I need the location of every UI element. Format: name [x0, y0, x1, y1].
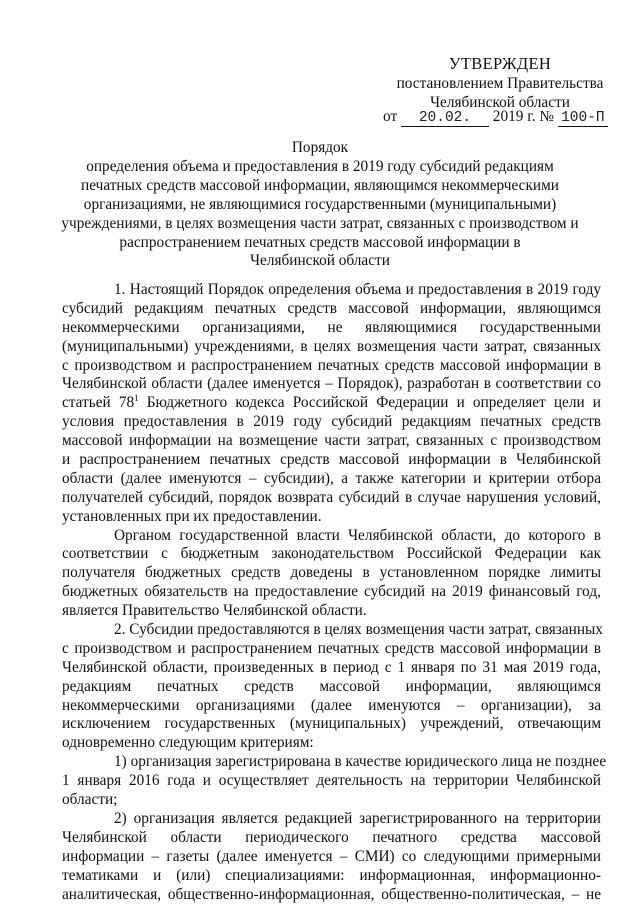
- body-line: некоммерческими организациями (далее именуются – организации), за: [62, 696, 601, 714]
- heading-line: организациями, не являющимися государственными (муниципальными): [83, 195, 557, 213]
- body-line: соответствии с бюджетным законодательством Российской Федерации как: [62, 545, 601, 563]
- body-line: 2. Субсидии предоставляются в целях возмещения части затрат, связанных: [114, 621, 603, 639]
- body-line: получателей субсидий, порядок возврата субсидий в случае нарушения условий,: [62, 488, 601, 506]
- document-body: [62, 281, 607, 904]
- body-line: условия предоставления в 2019 году субсидий редакциям печатных средств: [62, 413, 601, 431]
- approval-title: УТВЕРЖДЕН: [448, 54, 552, 73]
- body-line: с производством и распространением печатных средств массовой информации в: [62, 356, 601, 374]
- article-superscript: 1: [134, 393, 139, 404]
- approval-line-1: постановлением Правительства: [396, 75, 604, 92]
- body-line: некоммерческими организациями, не являющимися государственными: [62, 318, 601, 336]
- approval-block: [380, 54, 620, 112]
- body-line: массовой информации на возмещение части затрат, связанных с производством: [62, 432, 601, 450]
- body-line: области;: [62, 791, 118, 809]
- body-line: является Правительство Челябинской области.: [62, 602, 367, 620]
- heading-line: Челябинской области: [250, 252, 390, 270]
- approval-line-2: Челябинской области: [430, 94, 570, 111]
- body-line-article: [62, 394, 601, 413]
- article-ref-rest: Бюджетного кодекса Российской Федерации и определяет цели и: [138, 394, 601, 412]
- body-line: установленных при их предоставлении.: [62, 507, 322, 525]
- approval-date-row: [383, 108, 623, 127]
- body-line: тематиками и (или) специализациями: информационная, информационно-: [62, 866, 601, 884]
- heading-line: распространением печатных средств массовой информации в: [119, 233, 521, 251]
- body-line: исключением государственных (муниципальных) учреждений, отвечающим: [62, 715, 601, 733]
- approval-year: 2019 г. №: [492, 108, 555, 125]
- body-line: редакциям печатных средств массовой информации, являющимся: [62, 677, 601, 695]
- body-line: Органом государственной власти Челябинской области, до которого в: [114, 526, 601, 544]
- approval-date: 20.02.: [401, 111, 489, 127]
- body-line: 1) организация зарегистрирована в качестве юридического лица не позднее: [114, 753, 607, 771]
- body-line: субсидий редакциям печатных средств массовой информации, являющимся: [62, 299, 601, 317]
- article-ref: статьей 78: [62, 394, 135, 412]
- approval-from-label: от: [383, 108, 398, 125]
- body-line: (муниципальными) учреждениями, в целях возмещения части затрат, связанных: [62, 337, 601, 355]
- body-line: Челябинской области периодического печатного средства массовой: [62, 828, 601, 846]
- body-line: 1. Настоящий Порядок определения объема и предоставления в 2019 году: [114, 281, 601, 298]
- body-line: 2) организация является редакцией зарегистрированного на территории: [114, 809, 601, 827]
- body-line: информации – газеты (далее именуется – СМИ) со следующими примерными: [62, 847, 601, 865]
- body-line: 1 января 2016 года и осуществляет деятельность на территории Челябинской: [62, 772, 601, 790]
- body-line: области (далее именуются – субсидии), а также категории и критерии отбора: [62, 469, 601, 487]
- heading-line: определения объема и предоставления в 2019 году субсидий редакциям: [86, 157, 554, 175]
- heading-line: учреждениями, в целях возмещения части затрат, связанных с производством и: [61, 214, 579, 232]
- heading-line: печатных средств массовой информации, являющимся некоммерческими: [81, 176, 559, 194]
- body-line: Челябинской области, произведенных в период с 1 января по 31 мая 2019 года,: [62, 658, 601, 676]
- body-line: и распространением печатных средств массовой информации в Челябинской: [62, 451, 601, 469]
- body-line: с производством и распространением печатных средств массовой информации в: [62, 639, 601, 657]
- body-line: получателя бюджетных средств доведены в установленном порядке лимиты: [62, 564, 601, 582]
- approval-number: 100-П: [558, 111, 608, 127]
- body-line: одновременно следующим критериям:: [62, 734, 314, 752]
- body-line: аналитическая, общественно-информационная, общественно-политическая, – не: [62, 885, 601, 903]
- document-heading: [60, 139, 580, 271]
- body-line: бюджетных обязательств на предоставление субсидий на 2019 финансовый год,: [62, 583, 601, 601]
- heading-title: Порядок: [291, 139, 349, 156]
- body-line: Челябинской области (далее именуется – Порядок), разработан в соответствии со: [62, 375, 601, 393]
